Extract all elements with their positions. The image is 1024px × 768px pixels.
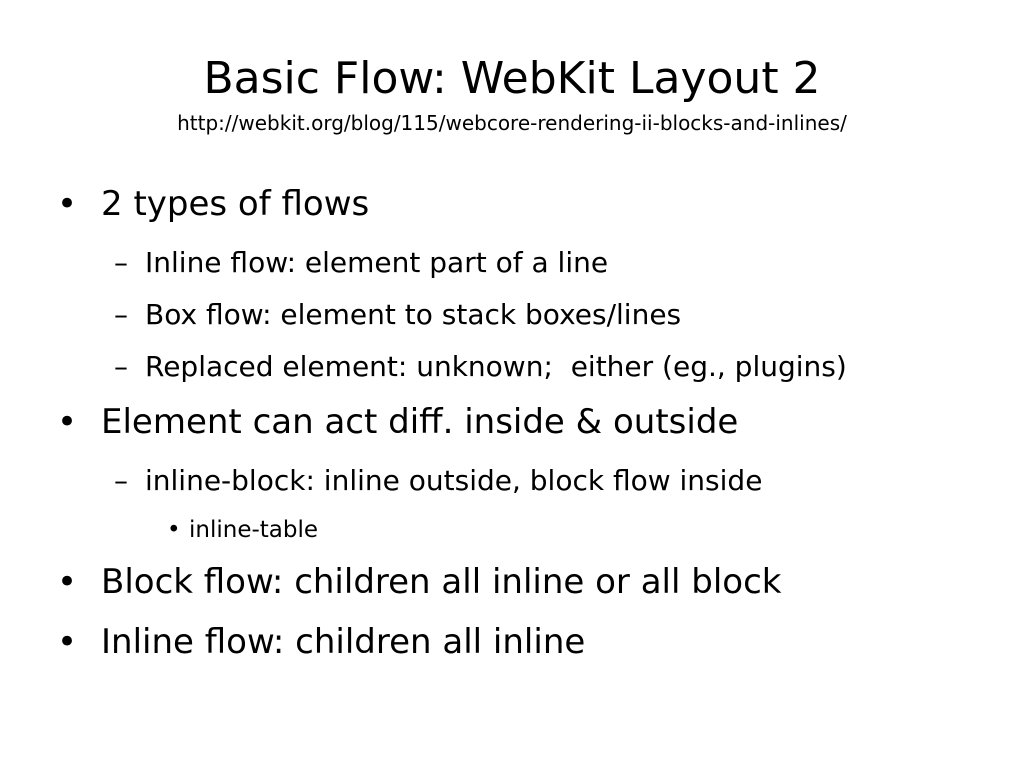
sub-bullet-text: Box flow: element to stack boxes/lines xyxy=(145,298,682,331)
dash-marker: – xyxy=(114,464,128,497)
bullet-marker: • xyxy=(167,517,181,543)
dash-marker: – xyxy=(114,298,128,331)
bullet-marker: • xyxy=(57,562,78,602)
bullet-marker: • xyxy=(57,402,78,442)
bullet-marker: • xyxy=(57,622,78,662)
title-block xyxy=(0,48,1024,136)
bullet-text: Block flow: children all inline or all block xyxy=(101,562,782,602)
bullet-text: 2 types of flows xyxy=(101,184,370,224)
dash-marker: – xyxy=(114,350,128,383)
sub-sub-bullet-text: inline-table xyxy=(189,517,319,543)
bullet-text: Inline flow: children all inline xyxy=(101,622,586,662)
slide-title: Basic Flow: WebKit Layout 2 xyxy=(203,53,821,104)
slide-subtitle-url: http://webkit.org/blog/115/webcore-rendering-ii-blocks-and-inlines/ xyxy=(177,111,847,135)
sub-bullet-text: Replaced element: unknown; either (eg., plugins) xyxy=(145,350,847,383)
bullet-text: Element can act diff. inside & outside xyxy=(101,402,739,442)
dash-marker: – xyxy=(114,246,128,279)
sub-bullet-text: inline-block: inline outside, block flow inside xyxy=(145,464,763,497)
bullet-marker: • xyxy=(57,184,78,224)
sub-bullet-text: Inline flow: element part of a line xyxy=(145,246,609,279)
